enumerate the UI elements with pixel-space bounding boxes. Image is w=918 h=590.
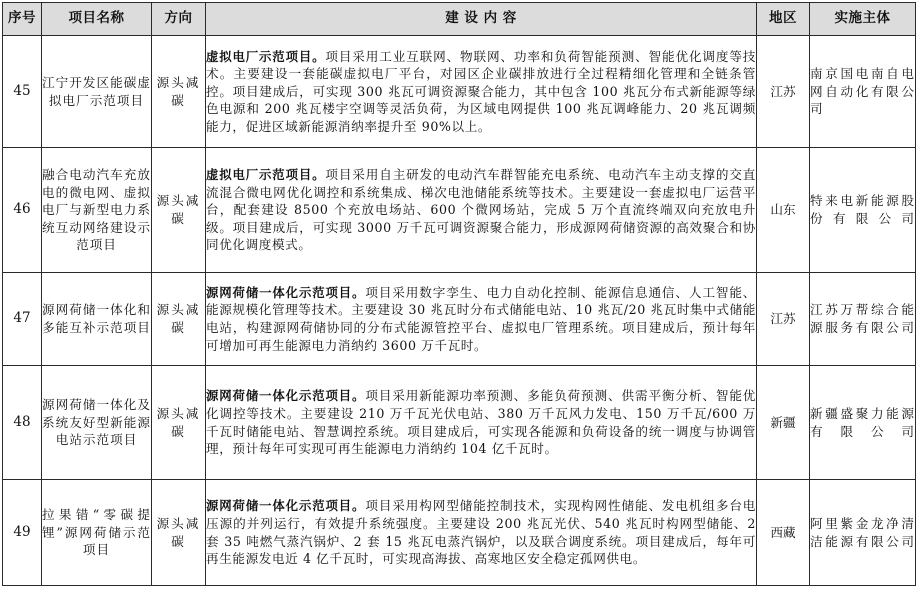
project-content [206,480,757,586]
content-text: 项目采用自主研发的电动汽车群智能充电系统、电动汽车主动支撑的交直流混合微电网优化调控和系统集成、梯次电池储能系统等技术。主要建设一套虚拟电厂运营平台，配套建设 8500 个充放电场站、600 个微网场站，完成 5 万个直流终端双向充放电升级。项目建成后，可实现 3000 万千瓦可调资源聚合能力，形成源网荷储资源的高效聚合和协同优化调度模式。 [206,167,757,253]
content-text: 项目采用工业互联网、物联网、功率和负荷智能预测、智能优化调度等技术。主要建设一套能碳虚拟电厂平台，对园区企业碳排放进行全过程精细化管理和全链条管控。项目建成后，可实现 300 兆瓦可调资源聚合能力，其中包含 100 兆瓦分布式新能源等绿色电源和 200 兆瓦楼宇空调等灵活负荷，为区域电网提供 100 兆瓦调峰能力、20 兆瓦调频能力，促进区域新能源消纳率提升至 90%以上。 [206,48,757,134]
project-name: 源网荷储一体化和多能互补示范项目 [42,273,152,366]
project-content [206,273,757,366]
project-content [206,148,757,273]
project-name: 江宁开发区能碳虚拟电厂示范项目 [42,36,152,148]
projects-table [2,2,916,586]
project-region: 江苏 [757,36,810,148]
project-content [206,36,757,148]
content-lead: 源网荷储一体化示范项目。 [206,284,366,300]
row-number: 49 [3,480,42,586]
row-number: 46 [3,148,42,273]
project-content [206,366,757,480]
header-org: 实施主体 [810,3,916,36]
project-direction: 源头减碳 [152,273,206,366]
project-name: 融合电动汽车充放电的微电网、虚拟电厂与新型电力系统互动网络建设示范项目 [42,148,152,273]
content-text: 项目采用数字孪生、电力自动化控制、能源信息通信、人工智能、能源规模化管理等技术。主要建设 30 兆瓦时分布式储能电站、10 兆瓦/20 兆瓦时集中式储能电站，构建源网荷储协同的分布式能源管控平台、虚拟电厂管理系统。项目建成后，预计每年可增加可再生能源电力消纳约 3600 万千瓦时。 [206,284,757,353]
row-number: 45 [3,36,42,148]
table-row [3,36,916,148]
content-lead: 源网荷储一体化示范项目。 [206,498,366,514]
project-region: 山东 [757,148,810,273]
row-number: 47 [3,273,42,366]
header-name: 项目名称 [42,3,152,36]
project-org: 南京国电南自电网自动化有限公司 [810,36,916,148]
header-content: 建 设 内 容 [206,3,757,36]
project-direction: 源头减碳 [152,148,206,273]
table-row [3,148,916,273]
project-region: 西藏 [757,480,810,586]
project-direction: 源头减碳 [152,480,206,586]
header-num: 序号 [3,3,42,36]
project-name: 源网荷储一体化及系统友好型新能源电站示范项目 [42,366,152,480]
content-text: 项目采用新能源功率预测、多能负荷预测、供需平衡分析、智能优化调控等技术。主要建设 210 万千瓦光伏电站、380 万千瓦风力发电、150 万千瓦/600 万千瓦时储能电站、智慧调控系统。项目建成后，可实现各能源和负荷设备的统一调度与协调管理，预计每年可实现可再生能源电力消纳约 104 亿千瓦时。 [206,388,757,457]
project-org: 江苏万帮综合能源服务有限公司 [810,273,916,366]
header-direction: 方向 [152,3,206,36]
project-direction: 源头减碳 [152,366,206,480]
content-lead: 虚拟电厂示范项目。 [206,167,326,183]
project-org: 特来电新能源股份有限公司 [810,148,916,273]
table-row [3,366,916,480]
row-number: 48 [3,366,42,480]
content-text: 项目采用构网型储能控制技术，实现构网性储能、发电机组多台电压源的并列运行，有效提升系统强度。主要建设 200 兆瓦光伏、540 兆瓦时构网型储能、2 套 35 吨燃气蒸汽锅炉、2 套 15 兆瓦电蒸汽锅炉，以及联合调度系统。项目建成后，每年可再生能源发电近 4 亿千瓦时，可实现高海拔、高寒地区安全稳定孤网供电。 [206,498,757,567]
project-name: 拉果错“零碳提锂”源网荷储示范项目 [42,480,152,586]
header-row [3,3,916,36]
content-lead: 虚拟电厂示范项目。 [206,48,326,64]
project-org: 新疆盛聚力能源有限公司 [810,366,916,480]
project-org: 阿里紫金龙净清洁能源有限公司 [810,480,916,586]
project-region: 新疆 [757,366,810,480]
project-region: 江苏 [757,273,810,366]
project-direction: 源头减碳 [152,36,206,148]
header-region: 地区 [757,3,810,36]
table-row [3,480,916,586]
content-lead: 源网荷储一体化示范项目。 [206,388,366,404]
table-row [3,273,916,366]
